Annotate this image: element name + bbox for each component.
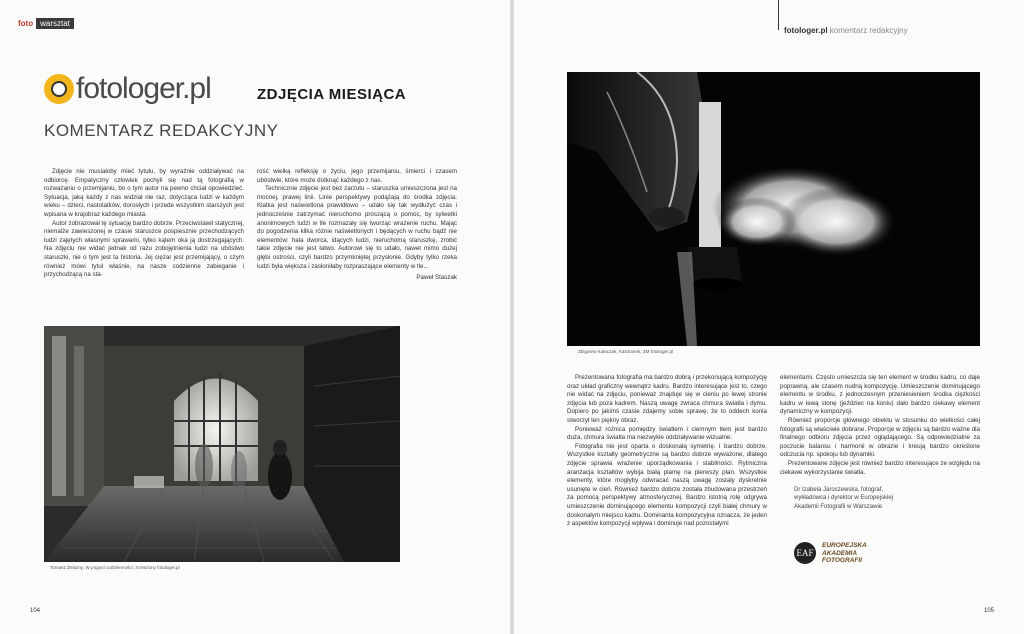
station-photo-illustration: [44, 326, 400, 562]
section-tag-warsztat: warsztat: [36, 18, 74, 29]
academy-logo-line: FOTOGRAFII: [822, 557, 862, 564]
paragraph: rość wielką refleksję o życiu, jego przemijaniu, śmierci i czasem ubóstwie, które może dotknąć każdego z nas.: [257, 168, 457, 184]
running-header-section: komentarz redakcyjny: [829, 26, 908, 35]
credit-line: wykładowca i dyrektor w Europejskiej: [794, 495, 894, 502]
aperture-icon: [44, 74, 74, 104]
paragraph: Autor zobrazował tę sytuację bardzo dobrze. Przeciwstawił statycznej, niemalże zawieszonej w czasie staruszce pospiesznie przechodzących ludzi zajętych własnymi sprawami, tylko kątem oka ją dostrzegających. Na zdjęciu nie widać jednak od razu zobojętnienia ludzi na ubóstwo staruszki, nie o tym jest ta historia. Jej ciężar jest przemijający, o czym również mówi tytuł właśnie, na nasze codzienne zabieganie i przychodzącą na sta-: [44, 219, 244, 279]
article-column-1: [44, 168, 244, 280]
running-header-brand: fotologer.pl: [784, 26, 828, 35]
academy-logo-line: EUROPEJSKA: [822, 542, 867, 549]
paragraph: Również proporcje głównego obiektu w stosunku do wielkości całej fotografii są właściwie dobrane. Proporcje w zdjęciu są bardzo ważne dla finalnego odbioru zdjęcia przez oglądającego. Są odpowiedzialne za poczucie balansu i harmonii w obrazie i kreują bardzo określone odczucia np. spokoju lub dynamiki.: [780, 416, 980, 459]
academy-logo: [794, 542, 867, 565]
academy-logo-line: AKADEMIA: [822, 549, 858, 557]
credit-line: Akademii Fotografii w Warszawie: [794, 503, 883, 510]
paragraph: Prezentowana fotografia ma bardzo dobrą i przekonującą kompozycję oraz układ graficzny wewnątrz kadru. Bardzo interesujące jest to, czego nie widać na zdjęciu, ponieważ znajduje się w cieniu po lewej stronie zdjęcia lub poza kadrem. Naszą uwagę zwraca chmura światła i dymu. Dopiero po jakimś czasie zdajemy sobie sprawę, że to oddech konia stworzył ten piękny obraz.: [567, 374, 767, 424]
article-column-4: [780, 374, 980, 477]
page-number-left: 104: [30, 608, 41, 614]
article-subhead: KOMENTARZ REDAKCYJNY: [44, 121, 279, 140]
header-rule: [778, 0, 779, 30]
logo-wordmark: fotologer.pl: [76, 72, 211, 105]
page-number-right: 105: [984, 608, 995, 614]
credit-line: Dr Izabela Jaroszewska, fotograf,: [794, 487, 884, 493]
photo-caption: Zbigniew Kułaczak, Kasztanek, ZM fotologer.pl: [578, 349, 674, 354]
academy-logo-text: [822, 542, 867, 565]
author-signature: Paweł Staszak: [416, 274, 457, 282]
section-tag-foto: foto: [18, 19, 34, 28]
paragraph: elementami. Często umieszcza się ten element w środku kadru, co daje poprawną, ale czasem nudną kompozycję. Umieszczenie dominującego elementu w środku, z jednoczesnym przeniesieniem środka ciężkości kadru w lewą stonę (jeździec na koniu) dało bardzo ciekawy element dynamiczny w kompozycji.: [780, 374, 980, 416]
photo-caption: Tomasz Żelazny, W pogoni codzienności, zrzeszony fotologer.pl: [50, 565, 180, 570]
horse-photo-illustration: [567, 72, 980, 346]
paragraph: Zdjęcie nie musiałoby mieć tytułu, by wyraźnie oddziaływać na odbiorcę. Empatyczny człowiek pochyli się nad tą fotografią w rozważaniu o przemijaniu, bo o tym autor na pewno chciał opowiedzieć. Sytuacja, jaką każdy z nas widział nie raz, dotycząca ludzi w każdym wieku – dzieci, nastolatków, dorosłych i przede wszystkim starszych jest wpisana w krajobraz każdego miasta.: [44, 168, 244, 218]
article-headline: ZDJĘCIA MIESIĄCA: [257, 86, 407, 103]
paragraph: Prezentowane zdjęcie jest również bardzo interesujące ze względu na ciekawe wykorzystanie światła.: [780, 459, 980, 476]
photo-station: [44, 326, 400, 562]
reviewer-credit: [794, 486, 893, 511]
paragraph: Technicznie zdjęcie jest bez zarzutu – staruszka umieszczona jest na mocnej, prawej linii. Linie perspektywy podążają do środka zdjęcia. Klatka jest naświetlona prawidłowo – udało się tak wydłużyć czas i jednocześnie zatrzymać nieruchomo proszącą o pomoc, by sylwetki anonimowych ludzi w tle rozmazały się tworząc wrażenie ruchu. Mając do pogodzenia kilka różnie naświetlonych i będących w ruchu bądź nie elementów: hala dworca, idących ludzi, nieruchomą staruszkę, zrobić takie zdjęcie nie jest łatwo. Autorowi się to udało, nawet mimo dużej głębi ostrości, czyli bardzo przymkniętej przysłonie. Gdyby tylko rzeka ludzi była większa i zasłoniłaby rozpraszające elementy w tle...: [257, 185, 457, 270]
article-column-2: [257, 168, 457, 283]
paragraph: Ponieważ różnica pomiędzy światłem i ciemnym tłem jest bardzo duża, chmura światła ma niezwykle oddziaływanie wizualne.: [567, 425, 767, 442]
paragraph: Fotografia nie jest oparta o doskonałą symetrię. I bardzo dobrze. Wszystkie kształty geometryczne są bardzo dobrze wyważone, dlatego zdjęcie sprawia wrażenie uporządkowania i stabilności. Rytmiczna aranżacja kształtów wybija białą plamę na pierwszy plan. Wszystkie elementy, które mogłyby odwracać naszą uwagę zostały dyskretnie usunięte w cień. Również bardzo dobrze została zbudowana przestrzeń za pomocą perspektywy atmosferycznej. Bardzo istotną rolę odgrywa umieszczenie dominującego elementu kompozycji czyli białej chmury w doskonałym miejscu kadru. Dominanta kompozycyjna oznacza, że jeden z aspektów kompozycji wpływa i dominuje nad pozostałymi: [567, 442, 767, 528]
spread-gutter: [510, 0, 514, 634]
article-column-3: [567, 374, 767, 529]
section-tag: [18, 18, 74, 29]
photo-horse: [567, 72, 980, 346]
academy-logo-mark: EAF: [794, 542, 816, 564]
running-header: [784, 26, 908, 35]
fotologer-logo: [44, 72, 211, 106]
